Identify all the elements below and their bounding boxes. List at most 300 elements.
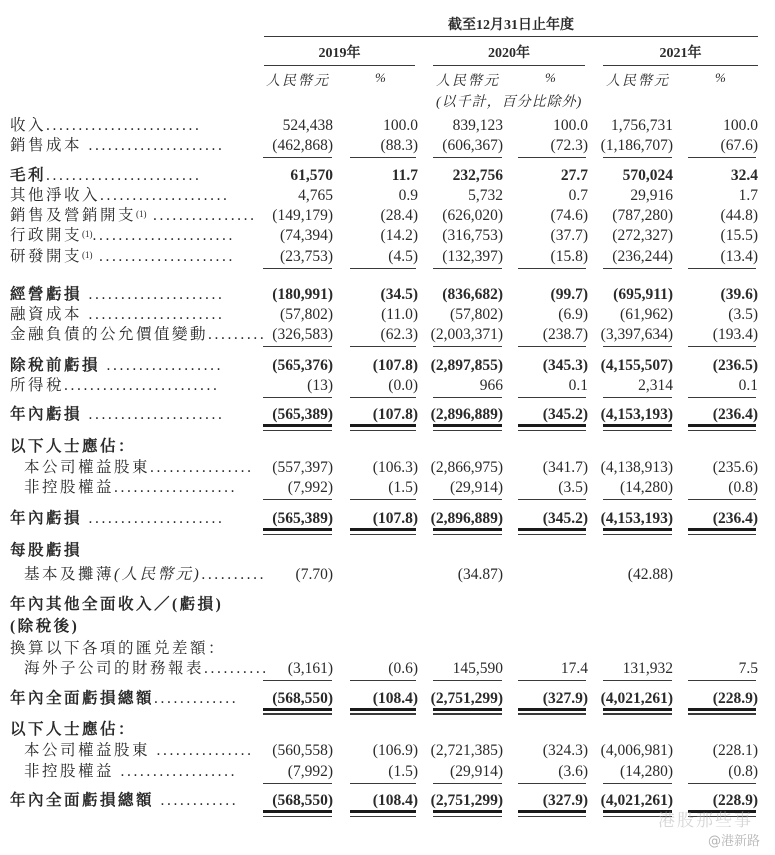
amount-cell-2020: (2,751,299) bbox=[430, 792, 503, 809]
leader-dots: ..................... bbox=[92, 248, 235, 265]
row-label bbox=[10, 594, 223, 615]
percent-cell-2020: (99.7) bbox=[550, 286, 588, 303]
section-rule bbox=[350, 713, 416, 714]
percent-cell-2021: (236.4) bbox=[712, 510, 758, 527]
amount-cell-2019: (3,161) bbox=[287, 660, 333, 677]
subtotal-rule bbox=[688, 157, 756, 158]
total-rule-thick bbox=[433, 708, 502, 711]
percent-cell-2019: (107.8) bbox=[372, 406, 418, 423]
percent-cell-2020: 27.7 bbox=[560, 167, 588, 184]
amount-cell-2019: (74,394) bbox=[280, 227, 333, 244]
subtotal-rule bbox=[350, 680, 416, 681]
row-label-text: 本公司權益股東 bbox=[24, 742, 151, 759]
amount-cell-2020: (2,866,975) bbox=[430, 459, 503, 476]
leader-dots: ................ bbox=[150, 459, 254, 476]
row-label bbox=[10, 165, 201, 186]
watermark-logo: 港股那些事 bbox=[658, 811, 753, 831]
percent-cell-2021: 7.5 bbox=[738, 660, 758, 677]
subtotal-rule bbox=[603, 499, 672, 500]
row-label bbox=[10, 638, 226, 659]
row-label bbox=[10, 284, 224, 305]
leader-dots: ......... bbox=[208, 326, 267, 343]
row-label-text: 換算以下各項的匯兑差額： bbox=[10, 640, 227, 657]
total-rule-thick bbox=[518, 528, 586, 531]
amount-cell-2020: (606,367) bbox=[442, 137, 503, 154]
amount-cell-2021: (4,006,981) bbox=[600, 742, 673, 759]
footnote-marker: (1) bbox=[82, 229, 93, 239]
total-rule-thin bbox=[688, 534, 756, 535]
row-label bbox=[10, 304, 224, 325]
subtotal-rule bbox=[433, 157, 502, 158]
amount-cell-2021: (3,397,634) bbox=[600, 326, 673, 343]
section-rule bbox=[518, 713, 586, 714]
row-label-text: 以下人士應佔： bbox=[10, 438, 137, 455]
amount-cell-2020: (2,751,299) bbox=[430, 690, 503, 707]
subtotal-rule bbox=[350, 346, 416, 347]
total-rule-thick bbox=[603, 708, 672, 711]
row-label-text: 收入 bbox=[10, 117, 47, 134]
total-rule-thick bbox=[603, 528, 672, 531]
leader-dots: ............... bbox=[150, 742, 254, 759]
unit-2020: 人民幣元 bbox=[436, 74, 500, 89]
row-label bbox=[10, 225, 235, 246]
subtotal-rule bbox=[263, 397, 332, 398]
subtotal-rule bbox=[688, 680, 756, 681]
table-row bbox=[0, 540, 775, 561]
total-rule-thick bbox=[350, 708, 416, 711]
percent-cell-2020: (345.2) bbox=[542, 510, 588, 527]
leader-dots: ..................... bbox=[82, 306, 225, 323]
amount-cell-2021: (14,280) bbox=[620, 763, 673, 780]
amount-cell-2020: 839,123 bbox=[452, 117, 503, 134]
row-label-text: 非控股權益 bbox=[24, 479, 115, 496]
percent-cell-2019: (108.4) bbox=[372, 792, 418, 809]
amount-cell-2020: (2,896,889) bbox=[430, 406, 503, 423]
percent-cell-2021: 1.7 bbox=[738, 187, 758, 204]
row-label bbox=[24, 761, 237, 782]
total-rule-thick bbox=[688, 528, 756, 531]
row-label bbox=[24, 740, 254, 761]
table-row bbox=[0, 185, 775, 206]
row-label bbox=[10, 375, 219, 396]
subtotal-rule bbox=[433, 680, 502, 681]
unit-2019: 人民幣元 bbox=[266, 74, 330, 89]
percent-cell-2021: (15.5) bbox=[720, 227, 758, 244]
percent-cell-2019: (0.0) bbox=[388, 377, 418, 394]
subtotal-rule bbox=[263, 499, 332, 500]
table-row bbox=[0, 477, 775, 498]
percent-cell-2020: (37.7) bbox=[550, 227, 588, 244]
amount-cell-2020: (29,914) bbox=[450, 479, 503, 496]
total-rule-thick bbox=[350, 528, 416, 531]
row-label-text: (除稅後) bbox=[10, 618, 80, 635]
leader-dots: ................... bbox=[114, 479, 238, 496]
amount-cell-2020: (2,897,855) bbox=[430, 357, 503, 374]
leader-dots: .................. bbox=[100, 357, 224, 374]
row-label-text: 基本及攤薄 bbox=[24, 566, 115, 583]
table-row bbox=[0, 355, 775, 376]
total-rule-thin bbox=[518, 534, 586, 535]
row-label-text: 銷售成本 bbox=[10, 137, 83, 154]
table-row bbox=[0, 205, 775, 226]
percent-cell-2021: (193.4) bbox=[712, 326, 758, 343]
header-rule bbox=[264, 36, 758, 37]
subtotal-rule bbox=[350, 499, 416, 500]
percent-cell-2021: (236.4) bbox=[712, 406, 758, 423]
table-row bbox=[0, 436, 775, 457]
amount-cell-2021: (1,186,707) bbox=[600, 137, 673, 154]
percent-cell-2019: (34.5) bbox=[380, 286, 418, 303]
table-row bbox=[0, 508, 775, 529]
section-rule bbox=[263, 713, 332, 714]
row-label bbox=[10, 508, 224, 529]
table-row bbox=[0, 284, 775, 305]
percent-cell-2021: (0.8) bbox=[728, 763, 758, 780]
percent-cell-2021: 0.1 bbox=[738, 377, 758, 394]
table-row bbox=[0, 638, 775, 659]
row-label bbox=[24, 477, 237, 498]
subtotal-rule bbox=[433, 783, 502, 784]
percent-cell-2019: (14.2) bbox=[380, 227, 418, 244]
leader-dots: ..................... bbox=[82, 286, 225, 303]
percent-cell-2019: (107.8) bbox=[372, 357, 418, 374]
total-rule-thin bbox=[518, 816, 586, 817]
total-rule-thick bbox=[433, 810, 502, 813]
percent-cell-2019: (28.4) bbox=[380, 207, 418, 224]
percent-cell-2019: (88.3) bbox=[380, 137, 418, 154]
amount-cell-2021: (4,153,193) bbox=[600, 510, 673, 527]
leader-dots: .......... bbox=[204, 660, 269, 677]
percent-cell-2019: (11.0) bbox=[381, 306, 418, 323]
row-label bbox=[10, 115, 201, 136]
percent-cell-2020: (324.3) bbox=[542, 742, 588, 759]
percent-cell-2021: (39.6) bbox=[720, 286, 758, 303]
amount-cell-2021: (42.88) bbox=[627, 566, 673, 583]
subtotal-rule bbox=[603, 783, 672, 784]
pct-2019: % bbox=[375, 70, 386, 85]
leader-dots: ..................... bbox=[82, 510, 225, 527]
subtotal-rule bbox=[263, 346, 332, 347]
row-label-text: 本公司權益股東 bbox=[24, 459, 151, 476]
table-row bbox=[0, 457, 775, 478]
amount-cell-2021: 29,916 bbox=[630, 187, 673, 204]
table-row bbox=[0, 225, 775, 246]
total-rule-thin bbox=[603, 534, 672, 535]
percent-cell-2019: (106.9) bbox=[372, 742, 418, 759]
total-rule-thick bbox=[350, 810, 416, 813]
leader-dots: .................... bbox=[100, 187, 230, 204]
pct-2021: % bbox=[715, 70, 726, 85]
row-label-text: 毛利 bbox=[10, 167, 47, 184]
row-label-text: 非控股權益 bbox=[24, 763, 115, 780]
total-rule-thin bbox=[263, 714, 332, 715]
percent-cell-2020: (345.3) bbox=[542, 357, 588, 374]
amount-cell-2019: (23,753) bbox=[280, 248, 333, 265]
subtotal-rule bbox=[518, 268, 586, 269]
percent-cell-2021: 100.0 bbox=[723, 117, 758, 134]
total-rule-thick bbox=[518, 810, 586, 813]
row-label-text: 金融負債的公允價值變動 bbox=[10, 326, 209, 343]
subtotal-rule bbox=[518, 783, 586, 784]
total-rule-thin bbox=[518, 714, 586, 715]
units-note: (以千計，百分比除外) bbox=[436, 95, 583, 110]
amount-cell-2019: (180,991) bbox=[272, 286, 333, 303]
subtotal-rule bbox=[518, 680, 586, 681]
total-rule-thick bbox=[518, 424, 586, 427]
table-row bbox=[0, 719, 775, 740]
amount-cell-2020: 145,590 bbox=[452, 660, 503, 677]
total-rule-thick bbox=[433, 424, 502, 427]
total-rule-thick bbox=[433, 528, 502, 531]
table-row bbox=[0, 115, 775, 136]
amount-cell-2020: (29,914) bbox=[450, 763, 503, 780]
leader-dots: ............ bbox=[154, 792, 239, 809]
subtotal-rule bbox=[433, 397, 502, 398]
leader-dots: ................ bbox=[146, 207, 257, 224]
amount-cell-2021: (61,962) bbox=[620, 306, 673, 323]
row-label-text: 年內全面虧損總額 bbox=[10, 690, 155, 707]
percent-cell-2021: (228.9) bbox=[712, 690, 758, 707]
total-rule-thin bbox=[350, 430, 416, 431]
percent-cell-2019: (1.5) bbox=[388, 479, 418, 496]
amount-cell-2020: (2,003,371) bbox=[430, 326, 503, 343]
row-label-text: 其他淨收入 bbox=[10, 187, 101, 204]
total-rule-thin bbox=[603, 714, 672, 715]
percent-cell-2019: (107.8) bbox=[372, 510, 418, 527]
leader-dots: .................. bbox=[114, 763, 238, 780]
percent-cell-2021: 32.4 bbox=[730, 167, 758, 184]
table-row bbox=[0, 740, 775, 761]
subtotal-rule bbox=[518, 157, 586, 158]
row-label-text: 銷售及營銷開支 bbox=[10, 207, 137, 224]
amount-cell-2020: 966 bbox=[479, 377, 503, 394]
percent-cell-2021: (228.1) bbox=[712, 742, 758, 759]
subtotal-rule bbox=[518, 346, 586, 347]
subtotal-rule bbox=[688, 268, 756, 269]
percent-cell-2021: (44.8) bbox=[720, 207, 758, 224]
amount-cell-2021: 1,756,731 bbox=[611, 117, 673, 134]
subtotal-rule bbox=[688, 397, 756, 398]
total-rule-thin bbox=[350, 816, 416, 817]
percent-cell-2019: (0.6) bbox=[388, 660, 418, 677]
total-rule-thin bbox=[350, 714, 416, 715]
table-row bbox=[0, 375, 775, 396]
table-row bbox=[0, 616, 775, 637]
total-rule-thin bbox=[433, 534, 502, 535]
table-row bbox=[0, 324, 775, 345]
amount-cell-2019: (7,992) bbox=[287, 763, 333, 780]
amount-cell-2021: (787,280) bbox=[612, 207, 673, 224]
amount-cell-2021: (4,021,261) bbox=[600, 792, 673, 809]
subtotal-rule bbox=[603, 397, 672, 398]
amount-cell-2020: (626,020) bbox=[442, 207, 503, 224]
total-rule-thin bbox=[433, 816, 502, 817]
total-rule-thin bbox=[518, 430, 586, 431]
row-label bbox=[10, 790, 238, 811]
row-label-text: 年內其他全面收入／(虧損) bbox=[10, 596, 224, 613]
subtotal-rule bbox=[263, 157, 332, 158]
year-2019-rule bbox=[264, 65, 415, 66]
row-label-unit: (人民幣元) bbox=[114, 566, 202, 583]
percent-cell-2020: (345.2) bbox=[542, 406, 588, 423]
year-2020-header: 2020年 bbox=[488, 46, 530, 61]
total-rule-thin bbox=[263, 534, 332, 535]
percent-cell-2021: (13.4) bbox=[720, 248, 758, 265]
percent-cell-2020: 100.0 bbox=[553, 117, 588, 134]
percent-cell-2019: (1.5) bbox=[388, 763, 418, 780]
amount-cell-2019: (149,179) bbox=[272, 207, 333, 224]
amount-cell-2021: 131,932 bbox=[622, 660, 673, 677]
table-row bbox=[0, 594, 775, 615]
amount-cell-2019: (565,389) bbox=[272, 406, 333, 423]
total-rule-thick bbox=[263, 810, 332, 813]
percent-cell-2021: (228.9) bbox=[712, 792, 758, 809]
subtotal-rule bbox=[433, 499, 502, 500]
row-label bbox=[10, 436, 136, 457]
amount-cell-2021: (236,244) bbox=[612, 248, 673, 265]
year-2021-header: 2021年 bbox=[659, 46, 702, 61]
watermark-handle: @港新路 bbox=[708, 834, 761, 849]
subtotal-rule bbox=[603, 346, 672, 347]
footnote-marker: (1) bbox=[136, 209, 147, 219]
subtotal-rule bbox=[433, 268, 502, 269]
percent-cell-2019: 100.0 bbox=[383, 117, 418, 134]
year-2019-header: 2019年 bbox=[318, 46, 361, 61]
amount-cell-2020: (836,682) bbox=[442, 286, 503, 303]
subtotal-rule bbox=[350, 157, 416, 158]
percent-cell-2020: (72.3) bbox=[550, 137, 588, 154]
amount-cell-2019: (462,868) bbox=[272, 137, 333, 154]
total-rule-thin bbox=[263, 430, 332, 431]
percent-cell-2020: (3.5) bbox=[558, 479, 588, 496]
row-label bbox=[10, 540, 82, 561]
subtotal-rule bbox=[603, 157, 672, 158]
table-row bbox=[0, 246, 775, 267]
row-label bbox=[10, 324, 266, 345]
row-label bbox=[24, 658, 269, 679]
percent-cell-2020: (15.8) bbox=[550, 248, 588, 265]
row-label-text: 行政開支 bbox=[10, 227, 83, 244]
amount-cell-2019: (57,802) bbox=[280, 306, 333, 323]
total-rule-thin bbox=[433, 430, 502, 431]
row-label-text: 年內全面虧損總額 bbox=[10, 792, 155, 809]
total-rule-thin bbox=[688, 430, 756, 431]
amount-cell-2019: (560,558) bbox=[272, 742, 333, 759]
table-row bbox=[0, 658, 775, 679]
subtotal-rule bbox=[350, 268, 416, 269]
percent-cell-2020: (6.9) bbox=[558, 306, 588, 323]
row-label bbox=[10, 616, 79, 637]
subtotal-rule bbox=[263, 268, 332, 269]
amount-cell-2019: 4,765 bbox=[298, 187, 333, 204]
percent-cell-2020: (238.7) bbox=[542, 326, 588, 343]
amount-cell-2019: (565,389) bbox=[272, 510, 333, 527]
subtotal-rule bbox=[603, 680, 672, 681]
table-row bbox=[0, 304, 775, 325]
row-label-text: 年內虧損 bbox=[10, 406, 83, 423]
percent-cell-2021: (0.8) bbox=[728, 479, 758, 496]
row-label-text: 除稅前虧損 bbox=[10, 357, 101, 374]
row-label bbox=[10, 246, 235, 267]
leader-dots: .......... bbox=[201, 566, 267, 583]
amount-cell-2021: 570,024 bbox=[622, 167, 673, 184]
percent-cell-2020: (327.9) bbox=[542, 792, 588, 809]
total-rule-thin bbox=[433, 714, 502, 715]
amount-cell-2020: 232,756 bbox=[452, 167, 503, 184]
subtotal-rule bbox=[688, 783, 756, 784]
leader-dots: ........................ bbox=[46, 167, 202, 184]
subtotal-rule bbox=[518, 397, 586, 398]
percent-cell-2020: (74.6) bbox=[550, 207, 588, 224]
subtotal-rule bbox=[263, 783, 332, 784]
row-label bbox=[10, 185, 230, 206]
percent-cell-2019: (4.5) bbox=[388, 248, 418, 265]
amount-cell-2019: 61,570 bbox=[290, 167, 333, 184]
percent-cell-2021: (236.5) bbox=[712, 357, 758, 374]
table-row bbox=[0, 564, 775, 585]
percent-cell-2020: 0.7 bbox=[568, 187, 588, 204]
row-label bbox=[10, 355, 223, 376]
row-label-text: 每股虧損 bbox=[10, 542, 83, 559]
unit-2021: 人民幣元 bbox=[606, 74, 670, 89]
percent-cell-2019: (108.4) bbox=[372, 690, 418, 707]
leader-dots: ..................... bbox=[82, 137, 225, 154]
section-rule bbox=[433, 713, 502, 714]
row-label bbox=[10, 404, 224, 425]
subtotal-rule bbox=[603, 268, 672, 269]
percent-cell-2020: (3.6) bbox=[558, 763, 588, 780]
total-rule-thin bbox=[603, 430, 672, 431]
total-rule-thin bbox=[688, 714, 756, 715]
amount-cell-2020: (2,896,889) bbox=[430, 510, 503, 527]
amount-cell-2021: (4,021,261) bbox=[600, 690, 673, 707]
amount-cell-2021: (4,155,507) bbox=[600, 357, 673, 374]
row-label-text: 研發開支 bbox=[10, 248, 83, 265]
total-rule-thick bbox=[263, 708, 332, 711]
row-label bbox=[10, 205, 257, 226]
amount-cell-2020: 5,732 bbox=[468, 187, 503, 204]
subtotal-rule bbox=[688, 346, 756, 347]
amount-cell-2021: (4,138,913) bbox=[600, 459, 673, 476]
row-label bbox=[10, 688, 238, 709]
row-label-text: 以下人士應佔： bbox=[10, 721, 137, 738]
row-label bbox=[24, 457, 254, 478]
percent-cell-2019: 0.9 bbox=[398, 187, 418, 204]
table-row bbox=[0, 135, 775, 156]
subtotal-rule bbox=[350, 397, 416, 398]
percent-cell-2019: (106.3) bbox=[372, 459, 418, 476]
period-header: 截至12月31日止年度 bbox=[448, 18, 574, 33]
row-label bbox=[10, 719, 136, 740]
amount-cell-2020: (316,753) bbox=[442, 227, 503, 244]
amount-cell-2019: 524,438 bbox=[282, 117, 333, 134]
percent-cell-2019: (62.3) bbox=[380, 326, 418, 343]
year-2021-rule bbox=[603, 65, 758, 66]
subtotal-rule bbox=[263, 680, 332, 681]
percent-cell-2021: (3.5) bbox=[728, 306, 758, 323]
table-row bbox=[0, 688, 775, 709]
table-row bbox=[0, 165, 775, 186]
total-rule-thick bbox=[350, 424, 416, 427]
total-rule-thick bbox=[688, 708, 756, 711]
row-label-text: 海外子公司的財務報表 bbox=[24, 660, 205, 677]
year-2020-rule bbox=[433, 65, 585, 66]
total-rule-thick bbox=[603, 424, 672, 427]
row-label bbox=[10, 135, 224, 156]
amount-cell-2020: (2,721,385) bbox=[430, 742, 503, 759]
total-rule-thin bbox=[263, 816, 332, 817]
leader-dots: ............. bbox=[154, 690, 239, 707]
